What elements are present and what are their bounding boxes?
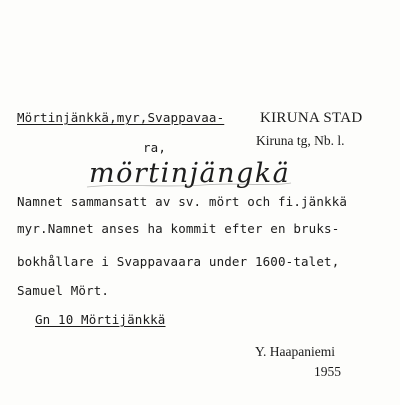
body-line-1: Namnet sammansatt av sv. mört och fi.jänkkä	[17, 194, 348, 209]
parish-label: Kiruna tg, Nb. l.	[256, 133, 345, 148]
body-line-3: bokhållare i Svappavaara under 1600-talet,	[17, 254, 340, 269]
gn-reference	[35, 312, 166, 327]
headword: Mörtinjänkkä,myr,Svappavaa-	[17, 110, 225, 125]
signer-name: Y. Haapaniemi	[255, 344, 335, 359]
headword-line	[17, 110, 224, 125]
headword-continuation: ra,	[143, 140, 167, 155]
handwritten-pronunciation	[85, 150, 325, 196]
signature-year: 1955	[314, 364, 341, 379]
place-heading: KIRUNA STAD	[260, 110, 363, 126]
handwritten-name: mörtinjängkä	[89, 158, 291, 189]
body-line-2: myr.Namnet anses ha kommit efter en bruks-	[17, 221, 340, 236]
body-line-4: Samuel Mört.	[17, 283, 110, 298]
gn-reference-text: Gn 10 Mörtijänkkä	[35, 312, 166, 327]
